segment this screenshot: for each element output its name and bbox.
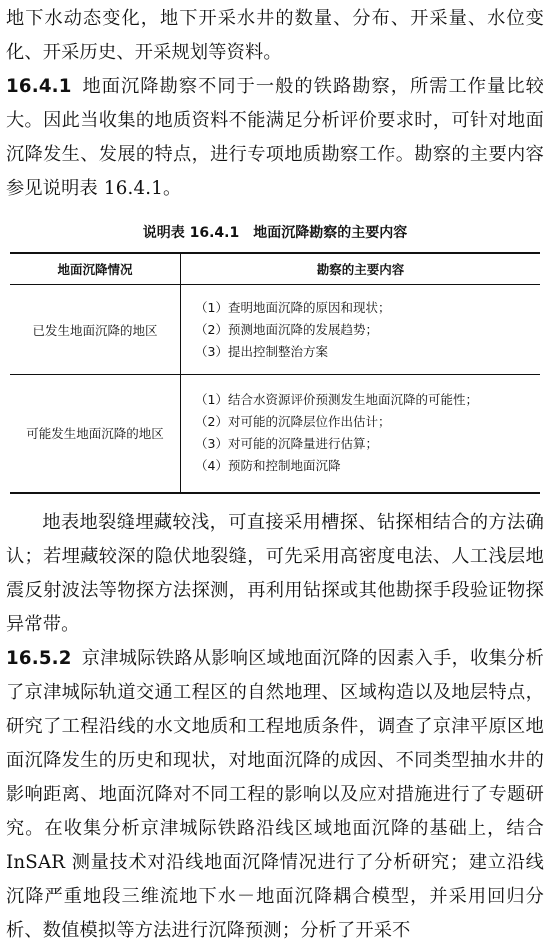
section-number: 16.5.2 <box>6 647 72 669</box>
table-row <box>10 375 540 493</box>
paragraph-16-5-2 <box>6 642 544 948</box>
header-content: 勘察的主要内容 <box>181 253 541 285</box>
content-item: （3）对可能的沉降量进行估算； <box>195 436 378 452</box>
paragraph-ground-fissures: 地表地裂缝埋藏较浅，可直接采用槽探、钻探相结合的方法确认；若埋藏较深的隐伏地裂缝，可先采用高密度电法、人工浅层地震反射波法等物探方法探测，再利用钻探或其他勘探手段验证物探异常带。 <box>6 511 544 635</box>
content-item: （2）预测地面沉降的发展趋势； <box>195 321 378 337</box>
condition-cell: 可能发生地面沉降的地区 <box>10 375 181 493</box>
paragraph-groundwater-data: 地下水动态变化，地下开采水井的数量、分布、开采量、水位变化、开采历史、开采规划等资料。 <box>6 8 544 63</box>
table-row <box>10 285 540 375</box>
table-caption: 说明表 16.4.1 地面沉降勘察的主要内容 <box>142 225 408 241</box>
paragraph-text: 京津城际铁路从影响区域地面沉降的因素入手，收集分析了京津城际轨道交通工程区的自然地理、区域构造以及地层特点，研究了工程沿线的水文地质和工程地质条件，调查了京津平原区地面沉降发生的历史和现状，对地面沉降的成因、不同类型抽水井的影响距离、地面沉降对不同工程的影响以及应对措施进行了专题研究。在收集分析京津城际铁路沿线区域地面沉降的基础上，结合 InSAR 测量技术对沿线地面沉降情况进行了分析研究；建立沿线沉降严重地段三维流地下水－地面沉降耦合模型，并采用回归分析、数值模拟等方法进行沉降预测；分析了开采不 <box>6 647 544 941</box>
section-number: 16.4.1 <box>6 76 72 97</box>
paragraph-16-4-1 <box>6 70 544 206</box>
table-header-row <box>10 253 540 285</box>
condition-cell: 已发生地面沉降的地区 <box>10 285 181 375</box>
content-item: （3）提出控制整治方案 <box>195 343 328 359</box>
content-cell <box>181 375 541 493</box>
header-condition: 地面沉降情况 <box>10 253 181 285</box>
content-item: （1）结合水资源评价预测发生地面沉降的可能性； <box>195 392 478 408</box>
paragraph-text: 地面沉降勘察不同于一般的铁路勘察，所需工作量比较大。因此当收集的地质资料不能满足分析评价要求时，可针对地面沉降发生、发展的特点，进行专项地质勘察工作。勘察的主要内容参见说明表 16.4.1。 <box>6 76 544 199</box>
content-cell <box>181 285 541 375</box>
content-item: （1）查明地面沉降的原因和现状； <box>195 299 391 315</box>
survey-content-table <box>10 252 540 494</box>
content-item: （4）预防和控制地面沉降 <box>195 458 341 474</box>
content-item: （2）对可能的沉降层位作出估计； <box>195 414 391 430</box>
